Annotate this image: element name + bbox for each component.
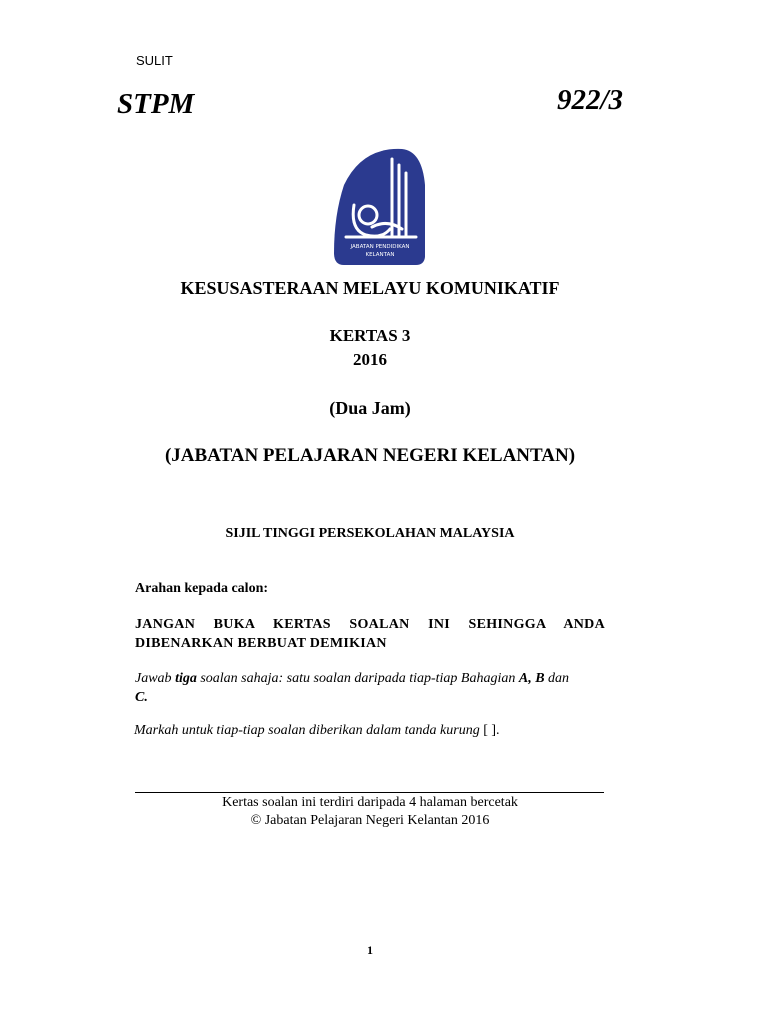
footer-pages-note: Kertas soalan ini terdiri daripada 4 halaman bercetak xyxy=(222,795,518,810)
answer-bold: tiga xyxy=(175,671,197,686)
jabatan-pendidikan-kelantan-crest-icon xyxy=(332,145,428,267)
answer-sections: A, B xyxy=(518,671,545,686)
marks-bracket: [ ]. xyxy=(483,723,500,738)
crest-text-line1: JABATAN PENDIDIKAN xyxy=(350,244,410,250)
footer-copyright: © Jabatan Pelajaran Negeri Kelantan 2016 xyxy=(250,813,490,828)
crest-text-line2: KELANTAN xyxy=(365,252,395,258)
page-number: 1 xyxy=(367,943,373,957)
answer-section-c: C. xyxy=(135,690,148,705)
paper-number: KERTAS 3 xyxy=(329,326,411,345)
marks-text: Markah untuk tiap-tiap soalan diberikan dalam tanda kurung xyxy=(134,723,480,738)
answer-mid: soalan sahaja: satu soalan daripada tiap-tiap Bahagian xyxy=(196,671,519,686)
department-name: (JABATAN PELAJARAN NEGERI KELANTAN) xyxy=(164,445,576,466)
answer-and: dan xyxy=(544,671,570,686)
instructions-warning: JANGAN BUKA KERTAS SOALAN INI SEHINGGA ANDA DIBENARKAN BERBUAT DEMIKIAN xyxy=(135,617,605,651)
exam-year: 2016 xyxy=(353,350,387,369)
paper-code: 922/3 xyxy=(556,84,623,116)
exam-duration: (Dua Jam) xyxy=(329,398,411,418)
instructions-marks xyxy=(134,723,500,739)
classification-label: SULIT xyxy=(136,53,173,68)
instructions-answer xyxy=(135,669,605,707)
certificate-name: SIJIL TINGGI PERSEKOLAHAN MALAYSIA xyxy=(225,526,515,541)
exam-name: STPM xyxy=(117,88,195,120)
instructions-heading: Arahan kepada calon: xyxy=(135,581,269,596)
answer-pre: Jawab xyxy=(135,671,176,686)
footer-divider xyxy=(135,792,604,793)
subject-title: KESUSASTERAAN MELAYU KOMUNIKATIF xyxy=(180,278,560,298)
